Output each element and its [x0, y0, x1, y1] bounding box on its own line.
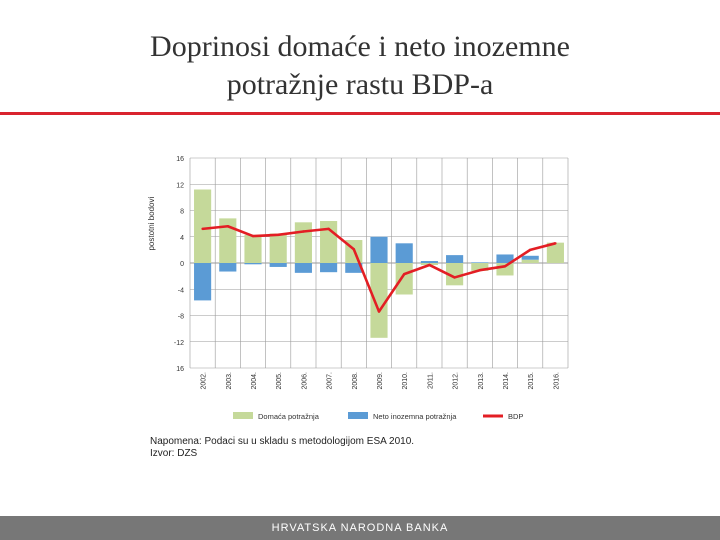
bar: [295, 263, 312, 273]
chart-legend: [233, 412, 523, 421]
line-point: [428, 264, 430, 266]
line-point: [378, 310, 380, 312]
bar: [522, 256, 539, 260]
slide-title: [0, 28, 720, 104]
bar: [320, 221, 337, 263]
legend-label: Domaća potražnja: [258, 412, 319, 421]
bar: [320, 263, 337, 272]
x-tick-label: 2012.: [452, 372, 460, 390]
bar: [396, 263, 413, 295]
legend-swatch: [348, 412, 368, 419]
line-point: [252, 235, 254, 237]
bar: [396, 243, 413, 263]
x-tick-label: 2009.: [377, 372, 384, 390]
bar: [471, 262, 488, 263]
bar: [244, 235, 261, 263]
line-point: [353, 248, 355, 250]
y-tick-label: 16: [176, 366, 184, 373]
footer-bar: [0, 516, 720, 540]
line-point: [403, 273, 405, 275]
title-line-2: potražnje rastu BDP-a: [226, 68, 494, 101]
bar: [270, 263, 287, 267]
y-tick-label: -8: [177, 313, 184, 321]
y-tick-label: 0: [180, 261, 184, 268]
line-point: [453, 276, 455, 278]
x-tick-label: 2010.: [402, 372, 410, 390]
y-tick-label: 12: [176, 182, 184, 190]
line-point: [277, 234, 279, 236]
line-point: [302, 230, 304, 232]
line-point: [201, 228, 203, 230]
bar: [194, 263, 211, 300]
x-tick-label: 2011.: [427, 372, 435, 389]
legend-label: Neto inozemna potražnja: [373, 412, 457, 421]
x-tick-label: 2015.: [528, 372, 536, 390]
footer-text: HRVATSKA NARODNA BANKA: [271, 522, 449, 534]
bar: [270, 233, 287, 263]
x-tick-label: 2004.: [251, 372, 258, 390]
y-axis-label: postotni bodovi: [147, 196, 156, 251]
line-point: [479, 269, 481, 271]
bar: [219, 263, 236, 272]
x-tick-label: 2003.: [225, 372, 233, 390]
contributions-chart: [140, 148, 580, 433]
bar: [244, 263, 261, 264]
title-divider: [0, 112, 720, 115]
y-tick-label: 16: [176, 156, 184, 163]
y-tick-label: 4: [180, 234, 184, 242]
line-point: [327, 228, 329, 230]
y-tick-label: -4: [177, 287, 184, 295]
bar: [522, 260, 539, 263]
line-point: [227, 225, 229, 227]
line-point: [529, 249, 531, 251]
x-tick-label: 2013.: [477, 372, 485, 390]
bar: [370, 237, 387, 263]
x-tick-label: 2002.: [200, 372, 208, 390]
x-tick-label: 2016.: [553, 372, 561, 390]
line-point: [504, 265, 506, 267]
x-tick-label: 2006.: [301, 372, 309, 390]
x-tick-label: 2005.: [276, 372, 284, 390]
x-tick-label: 2008.: [351, 372, 359, 390]
chart-note: [150, 436, 414, 460]
x-tick-label: 2007.: [326, 372, 334, 390]
bar: [194, 190, 211, 264]
y-tick-label: 8: [180, 208, 184, 216]
source-note: Izvor: DZS: [150, 448, 198, 459]
title-line-1: Doprinosi domaće i neto inozemne: [150, 30, 570, 63]
x-tick-label: 2014.: [503, 372, 510, 390]
legend-label: BDP: [508, 412, 524, 421]
methodology-note: Napomena: Podaci su u skladu s metodologijom ESA 2010.: [150, 436, 415, 447]
bar: [421, 261, 438, 263]
y-tick-label: -12: [173, 339, 184, 347]
bar: [446, 255, 463, 263]
line-point: [554, 242, 556, 244]
bar: [295, 222, 312, 263]
legend-swatch: [233, 412, 253, 419]
